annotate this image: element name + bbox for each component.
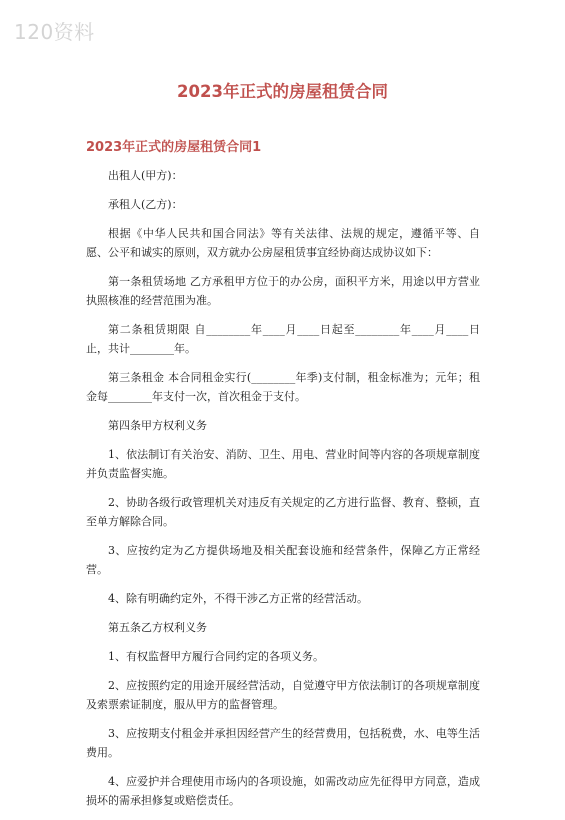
paragraph-article-5-item-1: 1、有权监督甲方履行合同约定的各项义务。 <box>108 650 324 663</box>
paragraph-article-4-item-3: 3、应按约定为乙方提供场地及相关配套设施和经营条件，保障乙方正常经营。 <box>86 544 480 576</box>
contract-body <box>86 166 480 820</box>
paragraph-article-4-item-2: 2、协助各级行政管理机关对违反有关规定的乙方进行监督、教育、整顿，直至单方解除合同。 <box>86 496 480 528</box>
paragraph-article-4-item-1: 1、依法制订有关治安、消防、卫生、用电、营业时间等内容的各项规章制度并负责监督实施。 <box>86 448 480 480</box>
paragraph-article-5-item-3: 3、应按期支付租金并承担因经营产生的经营费用，包括税费，水、电等生活费用。 <box>86 727 480 759</box>
paragraph-article-1: 第一条租赁场地 乙方承租甲方位于的办公房，面积平方米，用途以甲方营业执照核准的经营范围为准。 <box>86 275 480 307</box>
paragraph-article-5-item-2: 2、应按照约定的用途开展经营活动，自觉遵守甲方依法制订的各项规章制度及索票索证制度，服从甲方的监督管理。 <box>86 679 480 711</box>
paragraph-article-2: 第二条租赁期限 自________年____月____日起至________年____月____日止，共计________年。 <box>86 323 480 355</box>
paragraph-preamble: 根据《中华人民共和国合同法》等有关法律、法规的规定，遵循平等、自愿、公平和诚实的原则，双方就办公房屋租赁事宜经协商达成协议如下： <box>86 227 480 259</box>
document-title: 2023年正式的房屋租赁合同 <box>177 82 388 101</box>
paragraph-article-4-item-4: 4、除有明确约定外，不得干涉乙方正常的经营活动。 <box>108 592 368 605</box>
paragraph-article-5-heading: 第五条乙方权利义务 <box>108 621 207 634</box>
paragraph-article-4-heading: 第四条甲方权利义务 <box>108 419 207 432</box>
section-title: 2023年正式的房屋租赁合同1 <box>86 140 262 155</box>
paragraph-lessor: 出租人(甲方)： <box>108 169 183 182</box>
paragraph-article-5-item-4: 4、应爱护并合理使用市场内的各项设施，如需改动应先征得甲方同意，造成损坏的需承担修复或赔偿责任。 <box>86 775 480 807</box>
paragraph-lessee: 承租人(乙方)： <box>108 198 183 211</box>
watermark: 120资料 <box>14 20 95 44</box>
paragraph-article-3: 第三条租金 本合同租金实行(________年季)支付制，租金标准为；元年；租金每________年支付一次，首次租金于支付。 <box>86 371 480 403</box>
